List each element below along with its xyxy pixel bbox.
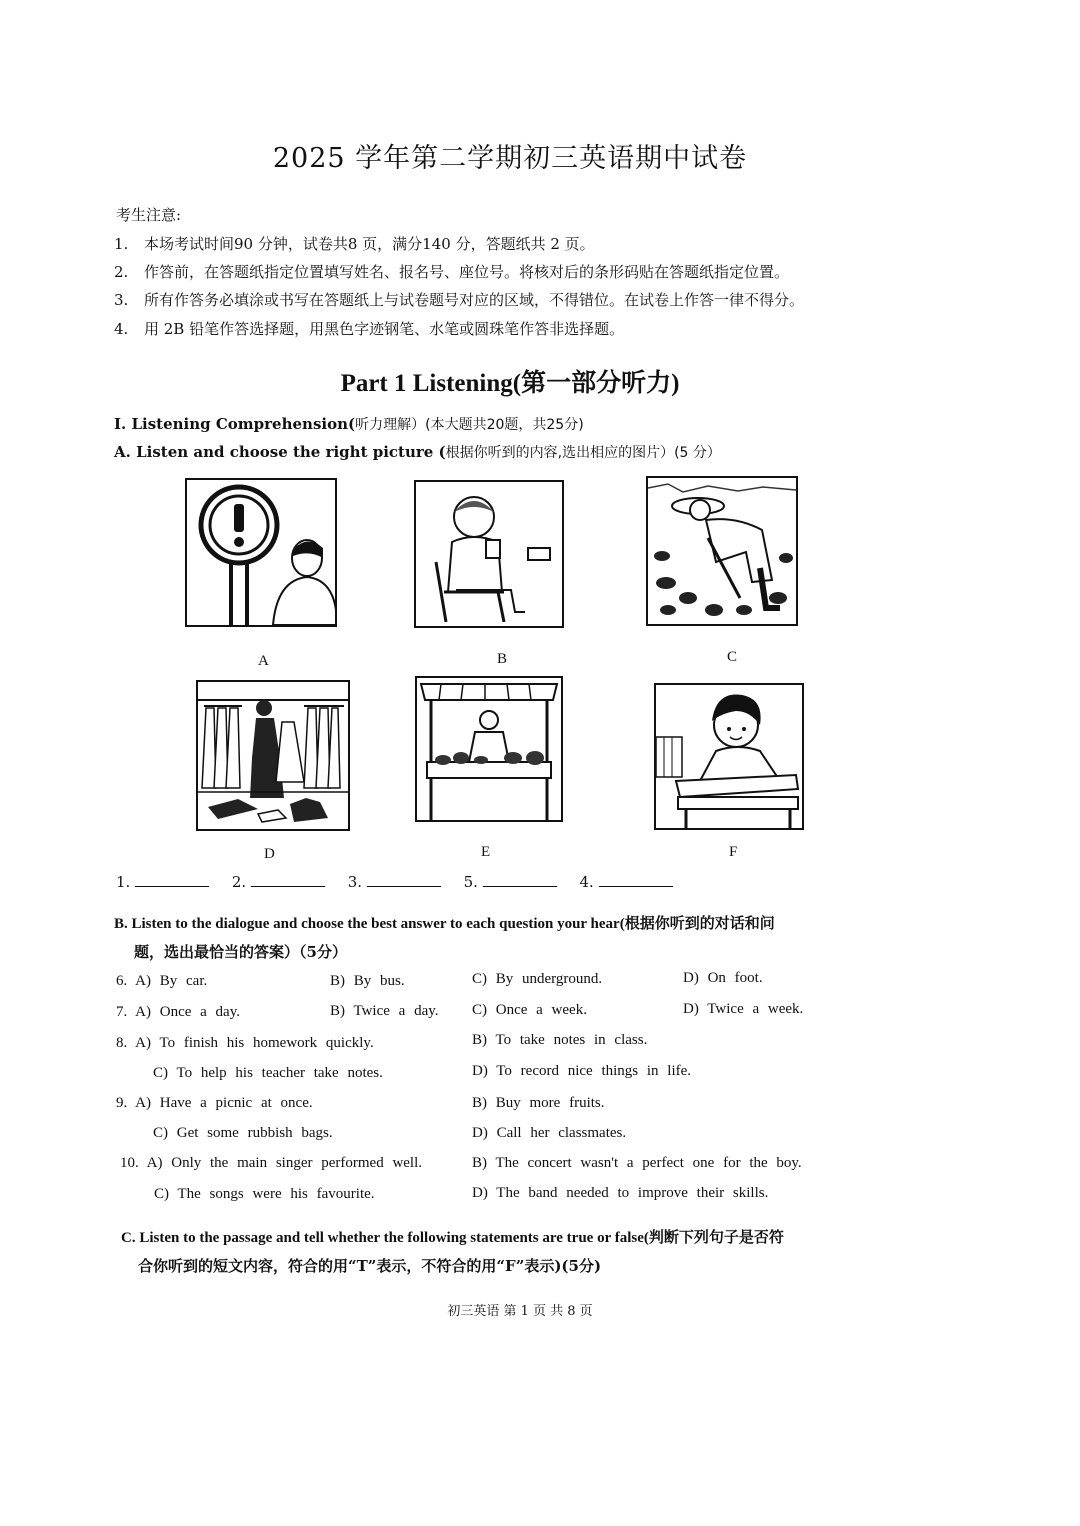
picture-e xyxy=(415,676,563,822)
section-heading: I. Listening Comprehension(听力理解）(本大题共20题，共25分) xyxy=(114,415,584,433)
market-stall-icon xyxy=(417,678,561,820)
q8-option-c: C) To help his teacher take notes. xyxy=(153,1065,383,1081)
section-c-heading-line1: C. Listen to the passage and tell whether the following statements are true or false(判断下列句子是否符 xyxy=(121,1230,784,1246)
exam-title: 2025 学年第二学期初三英语期中试卷 xyxy=(272,143,748,174)
picture-f xyxy=(654,683,804,830)
blank-input[interactable] xyxy=(367,872,441,887)
q7-option-b: B) Twice a day. xyxy=(330,1003,439,1019)
blank-3: 3. xyxy=(348,872,441,891)
q7-option-c: C) Once a week. xyxy=(472,1002,587,1018)
q6-option-b: B) By bus. xyxy=(330,973,405,989)
picture-a xyxy=(185,478,337,627)
q9-option-d: D) Call her classmates. xyxy=(472,1125,627,1141)
q10-option-d: D) The band needed to improve their skills. xyxy=(472,1185,769,1201)
section-b-heading-line2: 题，选出最恰当的答案）（5分） xyxy=(134,943,347,961)
q9-option-c: C) Get some rubbish bags. xyxy=(153,1125,333,1141)
q6-option-d: D) On foot. xyxy=(683,970,763,986)
q10-option-b: B) The concert wasn't a perfect one for the boy. xyxy=(472,1155,802,1171)
q10-option-c: C) The songs were his favourite. xyxy=(154,1186,375,1202)
section-a-heading: A. Listen and choose the right picture (根据你听到的内容,选出相应的图片）(5 分） xyxy=(114,443,721,461)
clothes-shop-icon xyxy=(198,682,348,829)
blank-4: 4. xyxy=(580,872,673,891)
notes-heading: 考生注意: xyxy=(116,206,182,224)
q7-option-a: 7. A) Once a day. xyxy=(116,1004,240,1020)
q9-option-a: 9. A) Have a picnic at once. xyxy=(116,1095,313,1111)
picture-c xyxy=(646,476,798,626)
blank-5: 5. xyxy=(464,872,557,891)
note-item: 1. 本场考试时间90 分钟，试卷共8 页，满分140 分，答题纸共 2 页。 xyxy=(114,235,595,253)
warning-sign-icon xyxy=(187,480,335,625)
q8-option-b: B) To take notes in class. xyxy=(472,1032,648,1048)
note-item: 2. 作答前，在答题纸指定位置填写姓名、报名号、座位号。将核对后的条形码贴在答题纸指定位置。 xyxy=(114,263,790,281)
q10-option-a: 10. A) Only the main singer performed well. xyxy=(120,1155,423,1171)
picture-label: C xyxy=(727,649,738,665)
q6-option-c: C) By underground. xyxy=(472,971,603,987)
page-footer: 初三英语 第 1 页 共 8 页 xyxy=(447,1304,593,1319)
picture-label: A xyxy=(258,653,269,669)
picture-label: F xyxy=(729,844,738,860)
blank-input[interactable] xyxy=(135,872,209,887)
section-b-heading-line1: B. Listen to the dialogue and choose the best answer to each question your hear(根据你听到的对话和问 xyxy=(114,916,775,932)
boy-writing-icon xyxy=(656,685,802,828)
q7-option-d: D) Twice a week. xyxy=(683,1001,804,1017)
picture-b xyxy=(414,480,564,628)
picture-d xyxy=(196,680,350,831)
picture-label: E xyxy=(481,844,491,860)
q9-option-b: B) Buy more fruits. xyxy=(472,1095,605,1111)
boy-eating-icon xyxy=(416,482,562,626)
note-item: 3. 所有作答务必填涂或书写在答题纸上与试卷题号对应的区域，不得错位。在试卷上作答一律不得分。 xyxy=(114,291,805,309)
section-c-heading-line2: 合你听到的短文内容，符合的用“T”表示，不符合的用“F”表示)(5分) xyxy=(138,1257,602,1275)
q6-option-a: 6. A) By car. xyxy=(116,973,208,989)
answer-blanks xyxy=(116,872,691,891)
q8-option-a: 8. A) To finish his homework quickly. xyxy=(116,1035,374,1051)
note-item: 4. 用 2B 铅笔作答选择题，用黑色字迹钢笔、水笔或圆珠笔作答非选择题。 xyxy=(114,320,625,338)
blank-input[interactable] xyxy=(483,872,557,887)
q8-option-d: D) To record nice things in life. xyxy=(472,1063,692,1079)
blank-2: 2. xyxy=(232,872,325,891)
picture-label: D xyxy=(264,846,275,862)
blank-input[interactable] xyxy=(599,872,673,887)
blank-1: 1. xyxy=(116,872,209,891)
picture-label: B xyxy=(497,651,508,667)
farmer-gardening-icon xyxy=(648,478,796,624)
part-title: Part 1 Listening(第一部分听力) xyxy=(340,370,680,397)
blank-input[interactable] xyxy=(251,872,325,887)
